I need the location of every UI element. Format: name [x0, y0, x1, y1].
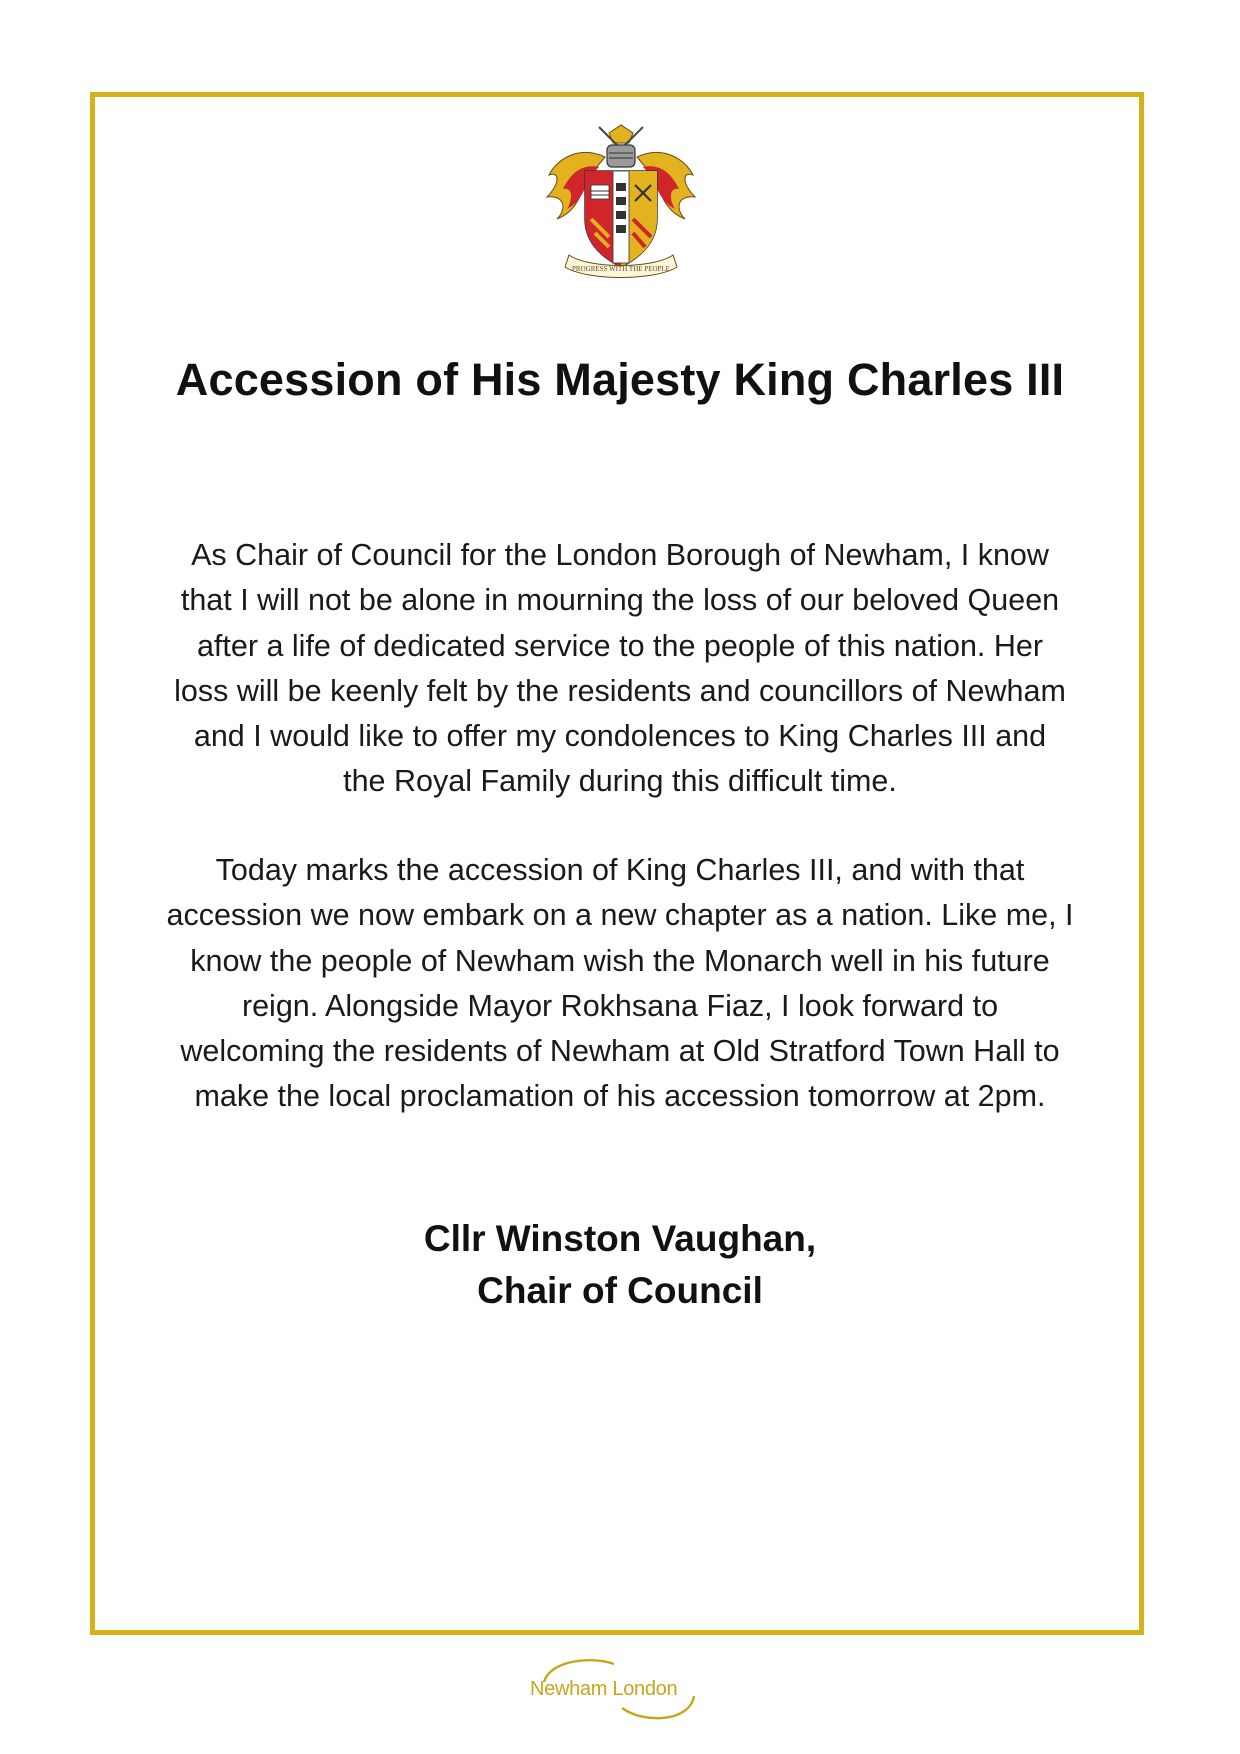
crest-shield [585, 171, 657, 267]
borough-crest-emblem [539, 123, 703, 283]
signature-name: Cllr Winston Vaughan, [423, 1218, 817, 1259]
paragraph-line: after a life of dedicated service to the people of this nation. Her [196, 628, 1044, 663]
logo-text: Newham London [530, 1678, 678, 1700]
paragraph-line: the Royal Family during this difficult time. [343, 764, 897, 799]
paragraph-line: accession we now embark on a new chapter as a nation. Like me, I [166, 898, 1074, 933]
signature-role: Chair of Council [477, 1270, 763, 1311]
paragraph-line: As Chair of Council for the London Borough of Newham, I know [191, 538, 1049, 572]
document-title: Accession of His Majesty King Charles III [175, 354, 1065, 405]
crest-motto: PROGRESS WITH THE PEOPLE [572, 265, 670, 273]
paragraph-line: and I would like to offer my condolences to King Charles III and [193, 719, 1047, 754]
paragraph-line: welcoming the residents of Newham at Old Stratford Town Hall to [180, 1034, 1060, 1069]
paragraph-line: make the local proclamation of his accession tomorrow at 2pm. [194, 1079, 1046, 1114]
crest-helm [599, 125, 643, 167]
paragraph-accession [112, 848, 1128, 1120]
newham-london-logo [522, 1652, 712, 1728]
paragraph-line: Today marks the accession of King Charles III, and with that [215, 853, 1025, 887]
paragraph-line: reign. Alongside Mayor Rokhsana Fiaz, I look forward to [241, 988, 999, 1023]
paragraph-line: loss will be keenly felt by the residents and councillors of Newham [174, 673, 1066, 708]
signature-block [100, 1213, 1140, 1317]
paragraph-line: that I will not be alone in mourning the loss of our beloved Queen [180, 583, 1060, 618]
paragraph-line: know the people of Newham wish the Monarch well in his future [190, 943, 1050, 978]
paragraph-condolences [112, 533, 1128, 805]
